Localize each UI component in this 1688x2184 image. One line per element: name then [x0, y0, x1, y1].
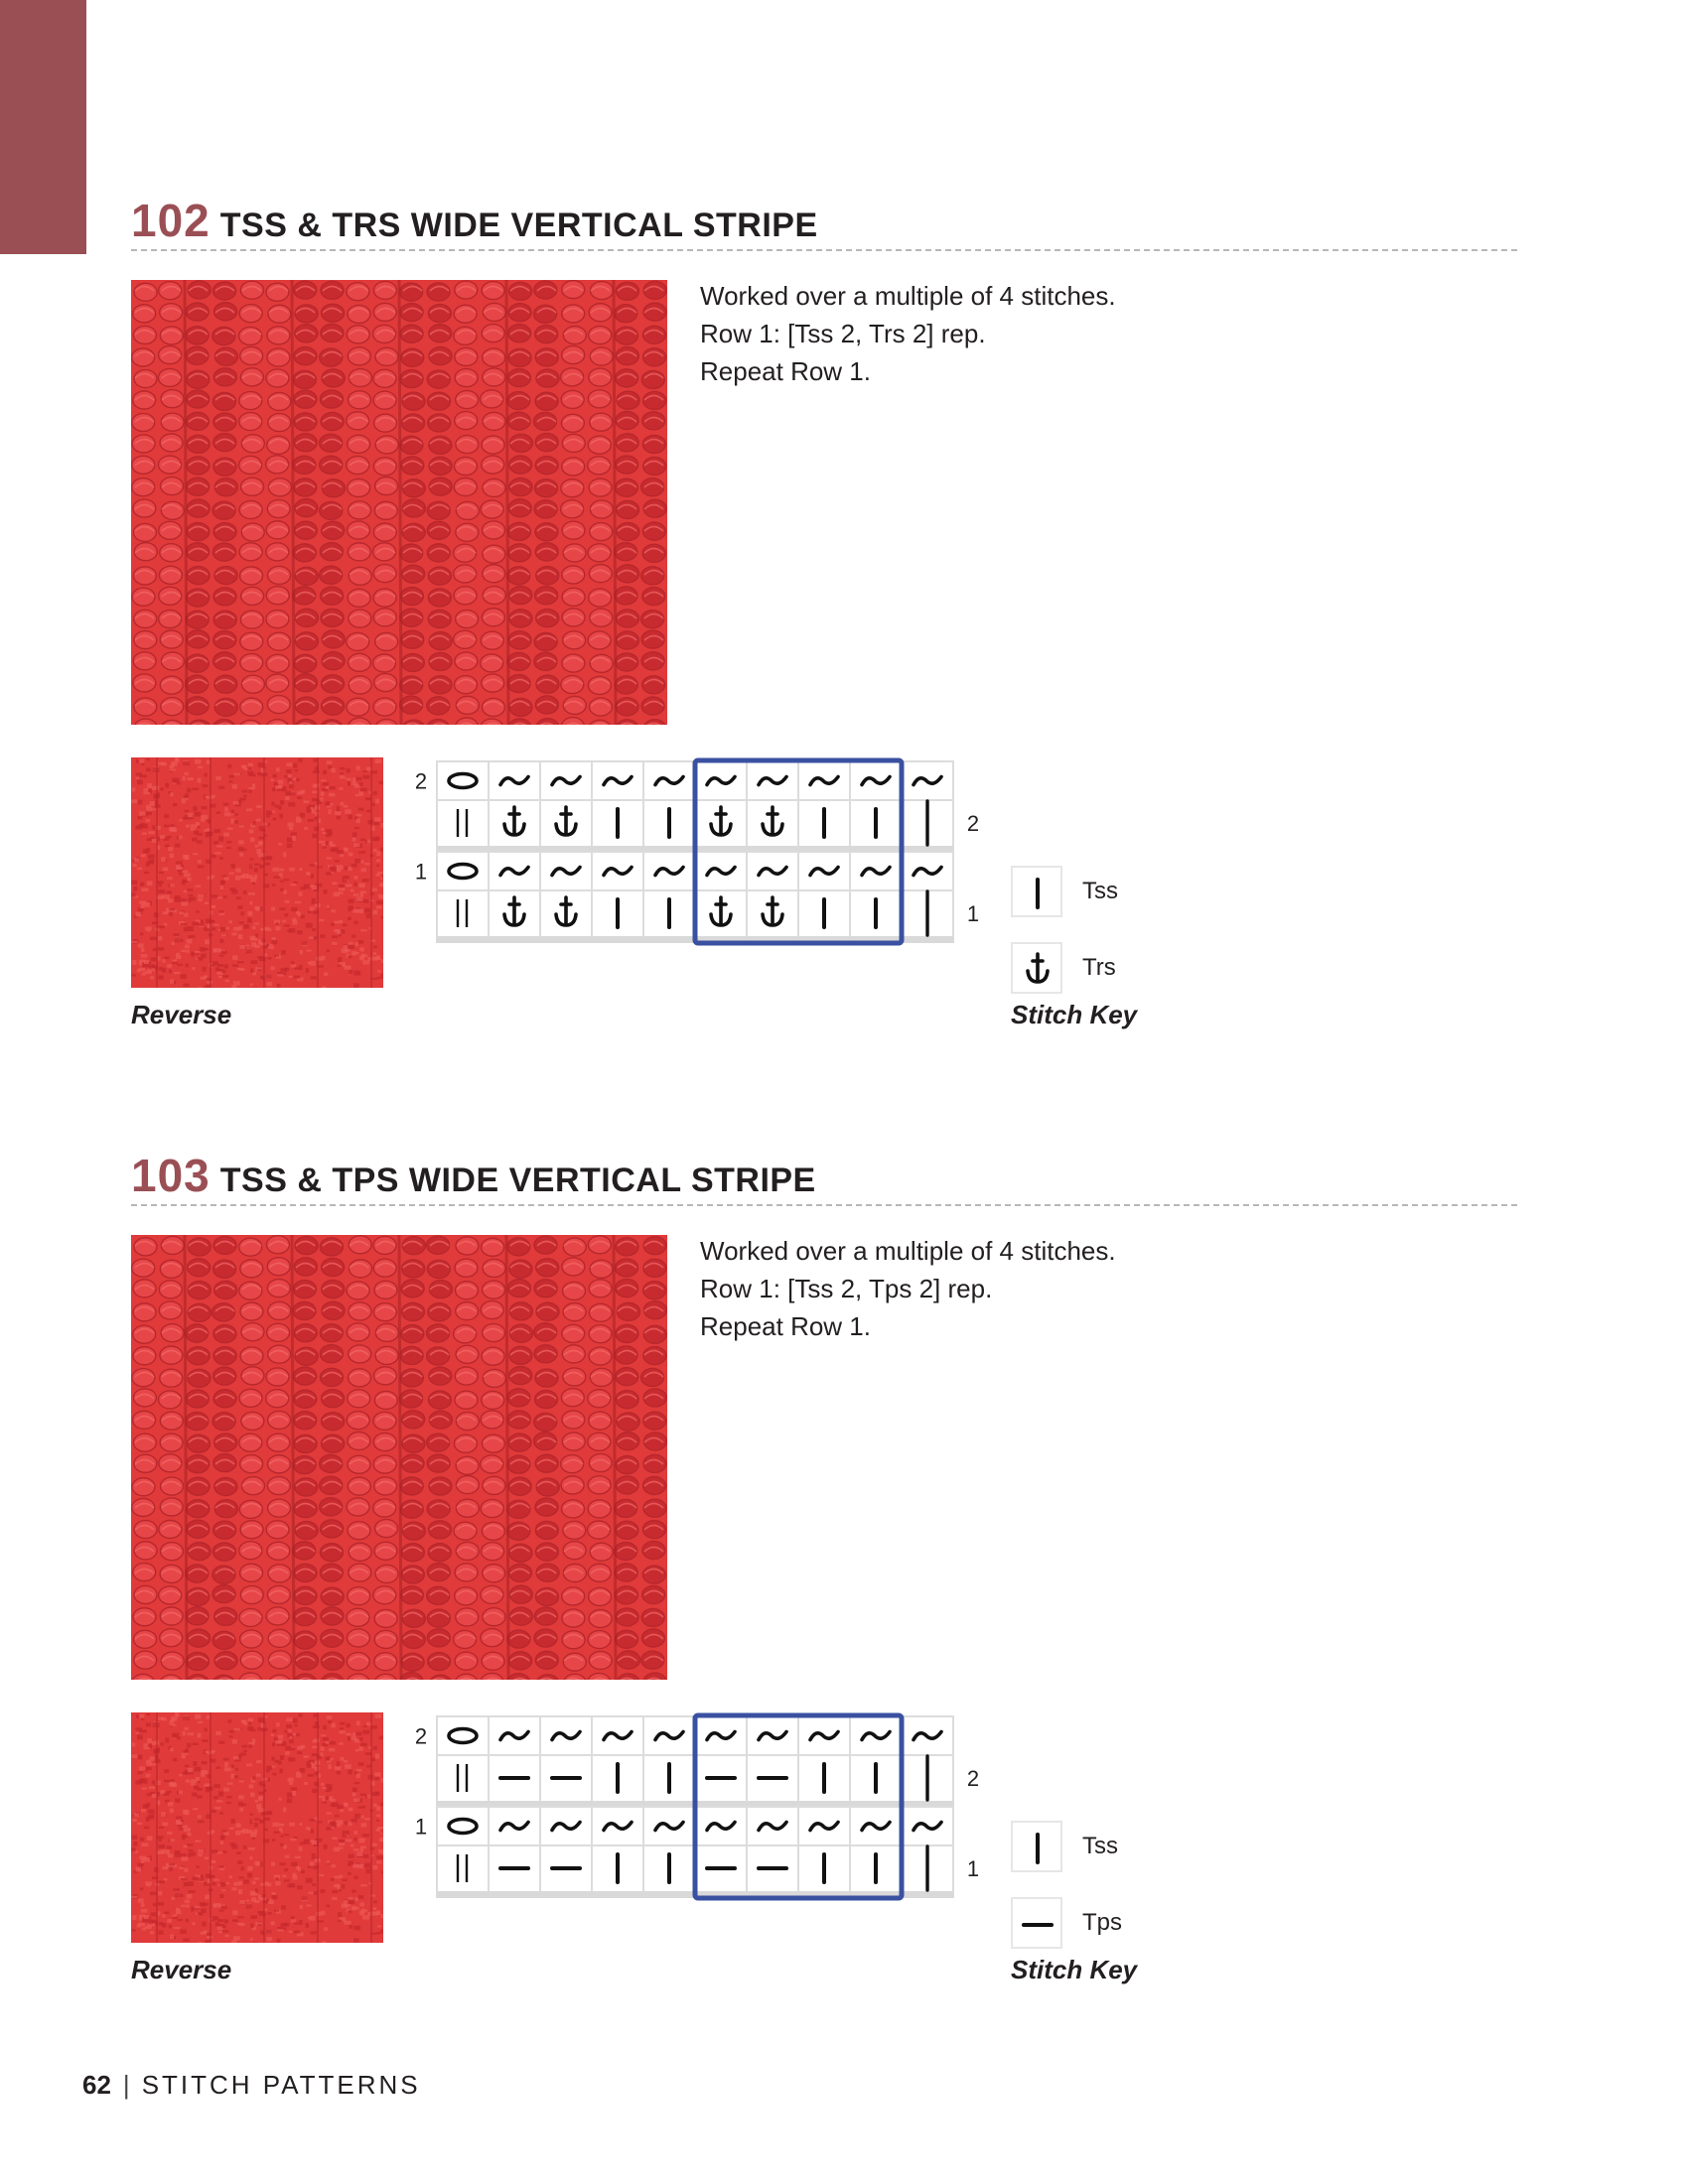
stitch-key-caption: Stitch Key [1011, 1000, 1138, 1029]
tss-symbol-icon [1011, 1821, 1062, 1872]
instruction-line: Row 1: [Tss 2, Trs 2] rep. [700, 319, 986, 348]
reverse-caption: Reverse [131, 1955, 232, 1984]
pattern-title [131, 1149, 816, 1208]
row-label-right: 2 [966, 1766, 980, 1791]
dashed-divider [131, 249, 1517, 251]
stitch-key-label: Trs [1082, 954, 1116, 981]
stitch-chart [402, 750, 998, 1008]
pattern-instructions [700, 1232, 1395, 1345]
row-label-right: 1 [966, 901, 980, 926]
pattern-number: 102 [131, 195, 211, 246]
instruction-line: Worked over a multiple of 4 stitches. [700, 281, 1116, 311]
instruction-line: Worked over a multiple of 4 stitches. [700, 1236, 1116, 1266]
row-label-left: 1 [414, 859, 428, 885]
instruction-line: Repeat Row 1. [700, 1311, 871, 1341]
reverse-swatch-photo [131, 1712, 383, 1943]
reverse-swatch-photo [131, 757, 383, 988]
pattern-name: TSS & TRS WIDE VERTICAL STRIPE [219, 206, 818, 244]
stitch-key-label: Tps [1082, 1909, 1123, 1936]
stitch-key-caption: Stitch Key [1011, 1955, 1138, 1984]
dashed-divider [131, 1204, 1517, 1206]
row-label-left: 2 [414, 768, 428, 794]
pattern-name: TSS & TPS WIDE VERTICAL STRIPE [219, 1161, 816, 1199]
tps-symbol-icon [1011, 1897, 1062, 1949]
row-label-left: 1 [414, 1814, 428, 1840]
stitch-key-label: Tss [1082, 878, 1118, 904]
swatch-photo [131, 280, 667, 725]
row-label-left: 2 [414, 1723, 428, 1749]
trs-symbol-icon [1011, 942, 1062, 994]
footer-separator: | [122, 2070, 130, 2100]
pattern-instructions [700, 277, 1395, 390]
swatch-photo [131, 1235, 667, 1680]
pattern-number: 103 [131, 1150, 211, 1201]
page-number: 62 [82, 2070, 111, 2100]
page-footer [82, 2070, 421, 2101]
instruction-line: Repeat Row 1. [700, 356, 871, 386]
instruction-line: Row 1: [Tss 2, Tps 2] rep. [700, 1274, 993, 1303]
row-label-right: 1 [966, 1856, 980, 1881]
row-label-right: 2 [966, 811, 980, 836]
pattern-title [131, 194, 818, 253]
reverse-caption: Reverse [131, 1000, 232, 1029]
stitch-key-label: Tss [1082, 1833, 1118, 1859]
tss-symbol-icon [1011, 866, 1062, 917]
pattern-section-102 [0, 194, 1688, 1047]
section-name: STITCH PATTERNS [141, 2070, 421, 2100]
pattern-section-103 [0, 1149, 1688, 2002]
stitch-chart [402, 1705, 998, 1963]
